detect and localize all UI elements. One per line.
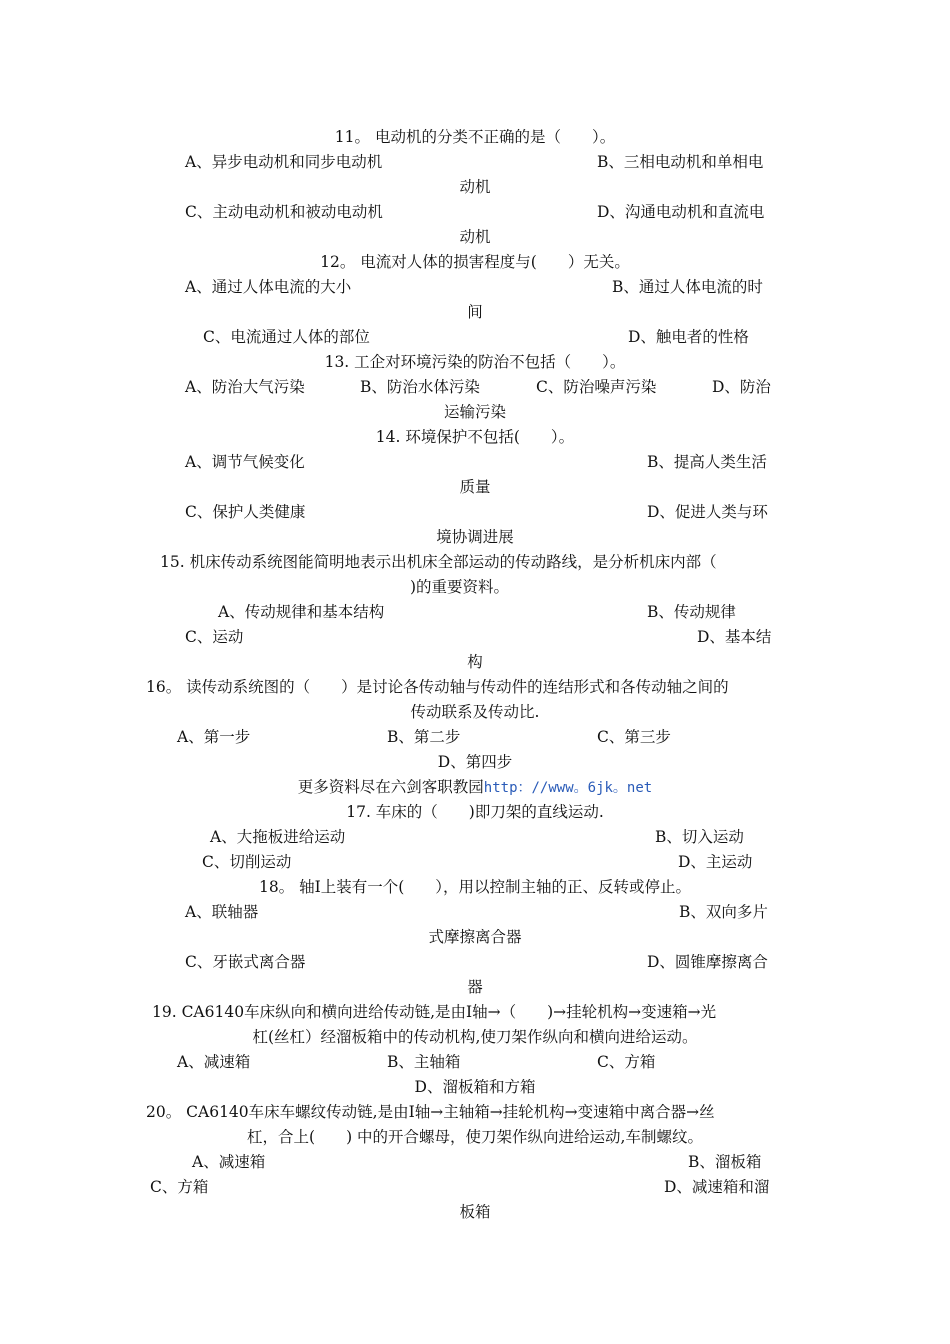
q14-option-c: C、保护人类健康 — [185, 503, 306, 521]
q14-option-b: B、提高人类生活 — [647, 453, 767, 471]
q13-stem: 13. 工企对环境污染的防治不包括（ ）。 — [324, 353, 626, 371]
q11-option-a: A、异步电动机和同步电动机 — [185, 153, 383, 171]
q18-option-d: D、圆锥摩擦离合 — [647, 953, 768, 971]
q12-option-a: A、通过人体电流的大小 — [185, 278, 352, 296]
q11-stem: 11。 电动机的分类不正确的是（ ）。 — [334, 128, 616, 146]
q12-option-d: D、触电者的性格 — [628, 328, 749, 346]
q20-option-a: A、减速箱 — [192, 1153, 266, 1171]
promo-link[interactable]: http：//www。6jk。net — [483, 780, 653, 796]
q13-option-d: D、防治 — [712, 378, 771, 396]
q14-option-d: D、促进人类与环 — [647, 503, 768, 521]
q11-option-c: C、主动电动机和被动电动机 — [185, 203, 383, 221]
q15-option-c: C、运动 — [185, 628, 244, 646]
q16-stem-line1: 16。 读传动系统图的（ ）是讨论各传动轴与传动件的连结形式和各传动轴之间的 — [146, 678, 729, 696]
q20-option-d: D、减速箱和溜 — [664, 1178, 770, 1196]
q18-stem: 18。 轴Ⅰ上装有一个( ），用以控制主轴的正、反转或停止。 — [258, 878, 692, 896]
q17-option-c: C、切削运动 — [202, 853, 292, 871]
q20-option-c: C、方箱 — [150, 1178, 209, 1196]
q19-option-b: B、主轴箱 — [387, 1053, 461, 1071]
q13-option-d-wrap: 运输污染 — [443, 403, 506, 421]
q16-option-a: A、第一步 — [177, 728, 251, 746]
q12-option-b: B、通过人体电流的时 — [612, 278, 763, 296]
q18-option-b: B、双向多片 — [679, 903, 768, 921]
q14-stem: 14. 环境保护不包括( ）。 — [375, 428, 575, 446]
q13-option-a: A、防治大气污染 — [185, 378, 305, 396]
q18-option-d-wrap: 器 — [467, 978, 483, 996]
q19-option-c: C、方箱 — [597, 1053, 656, 1071]
q19-option-d: D、溜板箱和方箱 — [414, 1078, 536, 1096]
q17-option-d: D、主运动 — [678, 853, 753, 871]
q15-stem-line1: 15. 机床传动系统图能简明地表示出机床全部运动的传动路线，是分析机床内部（ — [160, 553, 717, 571]
q16-option-b: B、第二步 — [387, 728, 461, 746]
q11-option-b-wrap: 动机 — [459, 178, 491, 196]
q18-option-a: A、联轴器 — [185, 903, 259, 921]
q11-option-b: B、三相电动机和单相电 — [597, 153, 764, 171]
q19-option-a: A、减速箱 — [177, 1053, 251, 1071]
q17-option-a: A、大拖板进给运动 — [210, 828, 346, 846]
q15-option-b: B、传动规律 — [647, 603, 736, 621]
q17-stem: 17. 车床的（ )即刀架的直线运动. — [346, 803, 604, 821]
q11-option-d-wrap: 动机 — [459, 228, 491, 246]
q20-stem-line1: 20。 CA6140车床车螺纹传动链,是由Ⅰ轴→主轴箱→挂轮机构→变速箱中离合器→丝 — [146, 1103, 715, 1121]
q15-stem-line2: )的重要资料。 — [410, 578, 510, 596]
q18-option-b-wrap: 式摩擦离合器 — [428, 928, 522, 946]
q14-option-d-wrap: 境协调进展 — [436, 528, 514, 546]
q20-option-d-wrap: 板箱 — [459, 1203, 491, 1221]
q16-option-c: C、第三步 — [597, 728, 671, 746]
q11-option-d: D、沟通电动机和直流电 — [597, 203, 765, 221]
promo-text: 更多资料尽在六剑客职教园 — [297, 778, 484, 796]
q16-stem-line2: 传动联系及传动比. — [410, 703, 540, 721]
q14-option-a: A、调节气候变化 — [185, 453, 305, 471]
q15-option-a: A、传动规律和基本结构 — [218, 603, 385, 621]
q14-option-b-wrap: 质量 — [459, 478, 491, 496]
q13-option-b: B、防治水体污染 — [360, 378, 480, 396]
q16-option-d: D、第四步 — [437, 753, 513, 771]
q15-option-d: D、基本结 — [697, 628, 772, 646]
q15-option-d-wrap: 构 — [467, 653, 483, 671]
q20-stem-line2: 杠，合上( ) 中的开合螺母，使刀架作纵向进给运动,车制螺纹。 — [247, 1128, 703, 1146]
q12-option-b-wrap: 间 — [467, 303, 483, 321]
q20-option-b: B、溜板箱 — [688, 1153, 762, 1171]
promo-line — [0, 777, 950, 798]
q19-stem-line1: 19. CA6140车床纵向和横向进给传动链,是由Ⅰ轴→（ )→挂轮机构→变速箱→光 — [152, 1003, 717, 1021]
q19-stem-line2: 杠(丝杠）经溜板箱中的传动机构,使刀架作纵向和横向进给运动。 — [252, 1028, 698, 1046]
q17-option-b: B、切入运动 — [655, 828, 744, 846]
q13-option-c: C、防治噪声污染 — [536, 378, 657, 396]
q18-option-c: C、牙嵌式离合器 — [185, 953, 306, 971]
q12-stem: 12。 电流对人体的损害程度与( ）无关。 — [320, 253, 630, 271]
q12-option-c: C、电流通过人体的部位 — [203, 328, 370, 346]
